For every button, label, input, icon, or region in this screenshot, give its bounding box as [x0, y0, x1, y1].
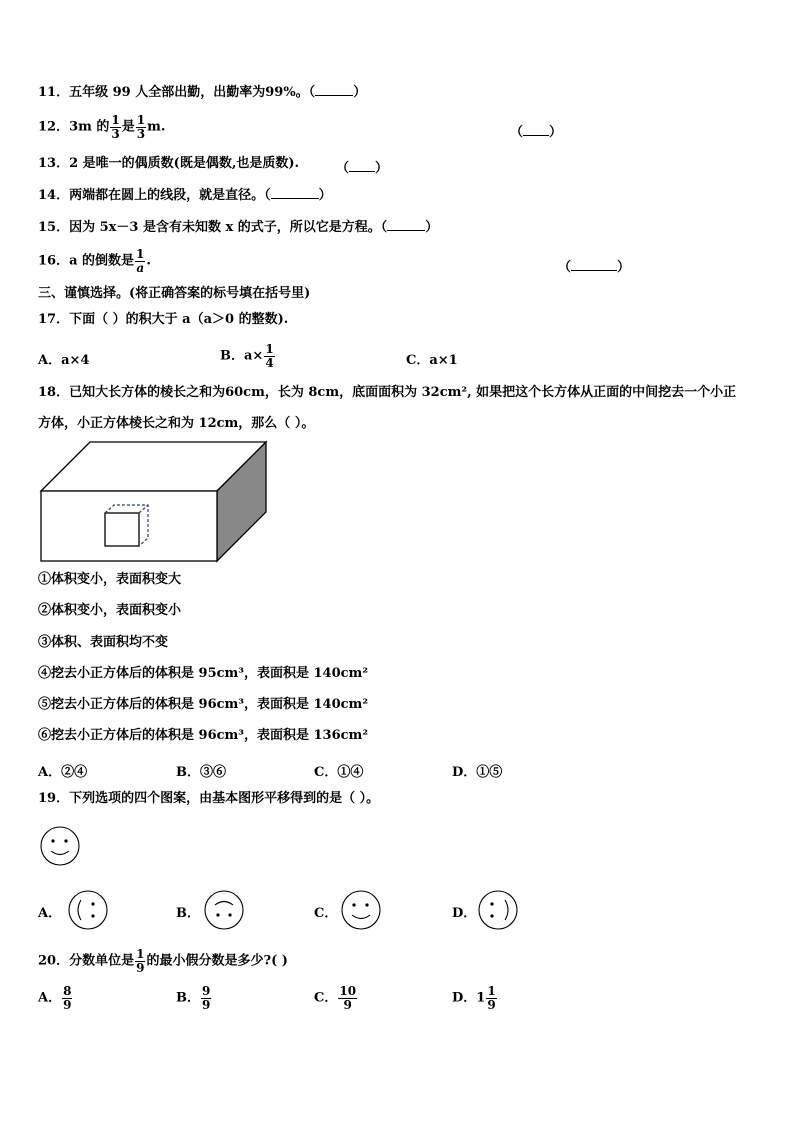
paren: ）	[353, 85, 367, 100]
paren: ）	[617, 260, 631, 275]
paren: （	[558, 260, 572, 275]
paren: （	[336, 161, 350, 176]
answer-13[interactable]	[336, 157, 388, 176]
question-18-line2: 方体，小正方体棱长之和为 12cm，那么（ ）。	[38, 416, 315, 431]
numerator: 8	[63, 984, 72, 998]
option-text: B．a×	[220, 348, 264, 364]
rotated-face-left-icon[interactable]	[67, 889, 109, 931]
numerator: 1	[265, 342, 274, 356]
question-20	[38, 948, 288, 974]
question-number: 11．	[38, 85, 70, 100]
option-a[interactable]	[38, 985, 73, 1011]
question-text: 是	[121, 119, 135, 135]
question-text: 的最小假分数是多少?( )	[146, 953, 288, 969]
option-text: A．	[38, 990, 62, 1006]
upside-down-face-icon[interactable]	[203, 889, 245, 931]
question-text: 下面（ ）的积大于 a（a＞0 的整数).	[69, 312, 289, 327]
question-number: 15．	[38, 220, 70, 235]
denominator: 9	[136, 960, 145, 975]
fraction	[264, 343, 274, 369]
question-14	[38, 188, 332, 202]
paren: ）	[375, 161, 389, 176]
question-12	[38, 114, 165, 140]
question-text: 2 是唯一的偶质数(既是偶数,也是质数).	[69, 156, 300, 171]
denominator: 9	[63, 997, 72, 1012]
numerator: 1	[487, 984, 496, 998]
answer-16[interactable]	[558, 256, 630, 275]
answer-blank[interactable]	[571, 260, 617, 271]
cuboid-figure	[38, 440, 270, 564]
statement-6: ⑥挖去小正方体后的体积是 96cm³，表面积是 136cm²	[38, 728, 369, 743]
paren: （	[510, 125, 524, 140]
question-number: 16．	[38, 253, 70, 269]
option-a[interactable]: A．②④	[38, 765, 88, 780]
question-13	[38, 157, 299, 170]
statement-3: ③体积、表面积均不变	[38, 635, 169, 650]
denominator: 9	[343, 997, 352, 1012]
option-text: D．1	[452, 990, 486, 1006]
fraction	[110, 114, 120, 140]
numerator: 1	[136, 113, 146, 127]
option-d[interactable]: D．	[452, 906, 477, 921]
question-number: 12．	[38, 119, 70, 135]
option-c[interactable]	[314, 985, 358, 1011]
denominator: 9	[202, 997, 211, 1012]
question-number: 17．	[38, 312, 70, 327]
denominator: 3	[111, 126, 120, 141]
answer-blank[interactable]	[349, 161, 375, 172]
option-d[interactable]: D．①⑤	[452, 765, 503, 780]
fraction	[62, 985, 72, 1011]
question-text: 分数单位是	[69, 953, 135, 969]
fraction	[135, 248, 145, 274]
rotated-face-right-icon[interactable]	[477, 889, 519, 931]
statement-4: ④挖去小正方体后的体积是 95cm³，表面积是 140cm²	[38, 666, 369, 681]
question-17	[38, 313, 288, 326]
question-text: 五年级 99 人全部出勤，出勤率为99%。（	[69, 85, 316, 100]
question-number: 13．	[38, 156, 70, 171]
question-11	[38, 85, 366, 99]
numerator: 10	[339, 984, 357, 998]
fraction	[338, 985, 357, 1011]
option-c[interactable]: C．①④	[314, 765, 364, 780]
fraction	[135, 948, 145, 974]
fraction	[486, 985, 496, 1011]
question-18-line1	[38, 386, 736, 399]
paren: ）	[549, 125, 563, 140]
fraction	[201, 985, 211, 1011]
section-heading: 三、谨慎选择。(将正确答案的标号填在括号里)	[38, 286, 311, 301]
denominator: 4	[265, 355, 274, 370]
denominator: a	[136, 260, 145, 275]
question-19	[38, 792, 379, 805]
question-16	[38, 248, 151, 274]
cuboid-front-face	[41, 491, 217, 561]
numerator: 1	[136, 247, 145, 261]
statement-2: ②体积变小，表面积变小	[38, 603, 182, 618]
question-number: 20．	[38, 953, 70, 969]
statement-5: ⑤挖去小正方体后的体积是 96cm³，表面积是 140cm²	[38, 697, 369, 712]
option-c[interactable]: C．	[314, 906, 338, 921]
question-text: 因为 5x－3 是含有未知数 x 的式子，所以它是方程。（	[69, 220, 388, 235]
option-d[interactable]	[452, 985, 498, 1011]
question-text: m.	[147, 119, 166, 135]
statement-1: ①体积变小，表面积变大	[38, 572, 182, 587]
answer-blank[interactable]	[271, 188, 319, 199]
numerator: 9	[202, 984, 211, 998]
option-text: B．	[176, 990, 200, 1006]
option-c[interactable]: C．a×1	[406, 353, 458, 368]
question-number: 18．	[38, 385, 70, 400]
option-b[interactable]: B．③⑥	[176, 765, 226, 780]
denominator: 3	[136, 126, 146, 141]
denominator: 9	[487, 997, 496, 1012]
question-15	[38, 220, 438, 234]
question-text: 两端都在圆上的线段，就是直径。（	[69, 188, 271, 203]
question-number: 19．	[38, 791, 70, 806]
question-number: 14．	[38, 188, 70, 203]
numerator: 1	[111, 113, 120, 127]
answer-blank[interactable]	[523, 125, 549, 136]
question-text: 下列选项的四个图案，由基本图形平移得到的是（ ）。	[69, 791, 380, 806]
question-text: a 的倒数是	[69, 253, 135, 269]
fraction	[136, 114, 146, 140]
smiley-face-icon	[39, 825, 81, 867]
question-text: 3m 的	[69, 119, 110, 135]
answer-blank[interactable]	[315, 85, 353, 96]
question-text: 已知大长方体的棱长之和为60cm，长为 8cm，底面面积为 32cm², 如果把这个长方体从正面的中间挖去一个小正	[69, 385, 737, 400]
option-b[interactable]	[176, 985, 212, 1011]
paren: ）	[425, 220, 439, 235]
option-b[interactable]	[220, 343, 276, 369]
paren: ）	[318, 188, 332, 203]
question-text: .	[146, 253, 151, 269]
smiley-face-translated-icon[interactable]	[340, 889, 382, 931]
option-b[interactable]: B．	[176, 906, 200, 921]
option-a[interactable]: A．	[38, 906, 62, 921]
answer-12[interactable]	[510, 121, 562, 140]
option-text: C．	[314, 990, 338, 1006]
answer-blank[interactable]	[387, 220, 425, 231]
option-a[interactable]: A．a×4	[38, 353, 90, 368]
numerator: 1	[136, 947, 145, 961]
